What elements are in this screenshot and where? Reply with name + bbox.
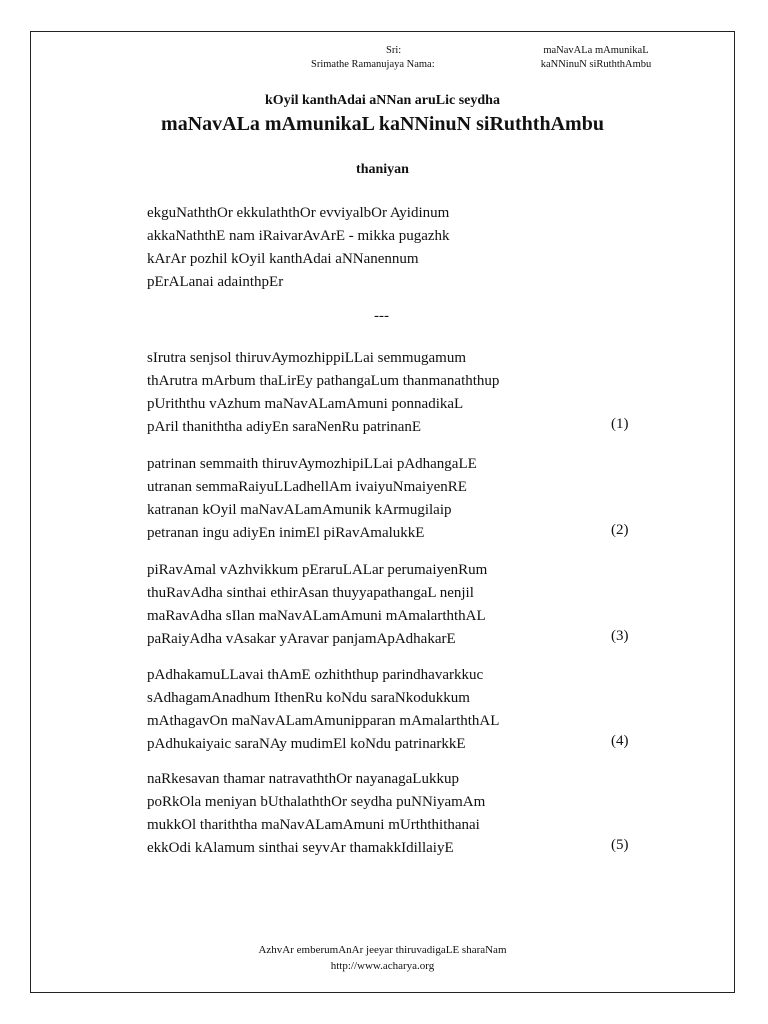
stanza-2: [147, 453, 477, 545]
stanza-number: (3): [611, 628, 629, 644]
verse-line: akkaNaththE nam iRaivarAvArE - mikka pugazhk: [147, 228, 450, 244]
header-sri: Sri:: [386, 45, 402, 56]
verse-line: pAril thaniththa adiyEn saraNenRu patrinanE: [147, 419, 422, 435]
page-title: maNavALa mAmunikaL kaNNinuN siRuththAmbu: [161, 113, 604, 135]
verse-line: pAdhukaiyaic saraNAy mudimEl koNdu patrinarkkE: [147, 736, 466, 752]
verse-line: sAdhagamAnadhum IthenRu koNdu saraNkodukkum: [147, 690, 470, 706]
header-left: [311, 44, 476, 72]
verse-line: naRkesavan thamar natravaththOr nayanagaLukkup: [147, 771, 459, 787]
page-subtitle: kOyil kanthAdai aNNan aruLic seydha: [265, 93, 500, 108]
header-srimathe: Srimathe Ramanujaya Nama:: [311, 59, 435, 70]
verse-line: mukkOl thariththa maNavALamAmuni mUrththithanai: [147, 817, 480, 833]
verse-line: paRaiyAdha vAsakar yAravar panjamApAdhakarE: [147, 631, 456, 647]
verse-line: patrinan semmaith thiruvAymozhipiLLai pAdhangaLE: [147, 456, 477, 472]
stanza-number: (5): [611, 837, 629, 853]
stanza-number: (1): [611, 416, 629, 432]
stanza-5: [147, 768, 485, 860]
verse-line: pUriththu vAzhum maNavALamAmuni ponnadikaL: [147, 396, 464, 412]
header-right-line1: maNavALa mAmunikaL: [543, 45, 649, 56]
verse-line: utranan semmaRaiyuLLadhellAm ivaiyuNmaiyenRE: [147, 479, 467, 495]
thaniyan-verse: [147, 202, 450, 294]
verse-line: thuRavAdha sinthai ethirAsan thuyyapathangaL nenjil: [147, 585, 474, 601]
header-right-line2: kaNNinuN siRuththAmbu: [540, 59, 652, 70]
stanza-1: [147, 347, 499, 439]
verse-line: petranan ingu adiyEn inimEl piRavAmalukkE: [147, 525, 425, 541]
separator: ---: [374, 308, 389, 324]
document-page: [30, 31, 735, 993]
stanza-number: (4): [611, 733, 629, 749]
verse-line: pErALanai adainthpEr: [147, 274, 284, 290]
verse-line: ekguNaththOr ekkulaththOr evviyalbOr Ayidinum: [147, 205, 450, 221]
verse-line: sIrutra senjsol thiruvAymozhippiLLai semmugamum: [147, 350, 466, 366]
thaniyan-heading: thaniyan: [356, 162, 409, 177]
verse-line: ekkOdi kAlamum sinthai seyvAr thamakkIdillaiyE: [147, 840, 454, 856]
verse-line: katranan kOyil maNavALamAmunik kArmugilaip: [147, 502, 452, 518]
verse-line: thArutra mArbum thaLirEy pathangaLum thanmanaththup: [147, 373, 500, 389]
footer-blessing: AzhvAr emberumAnAr jeeyar thiruvadigaLE sharaNam: [258, 944, 507, 956]
stanza-3: [147, 559, 487, 651]
footer-url: http://www.acharya.org: [330, 960, 435, 972]
verse-line: poRkOla meniyan bUthalaththOr seydha puNNiyamAm: [147, 794, 486, 810]
verse-line: piRavAmal vAzhvikkum pEraruLALar perumaiyenRum: [147, 562, 488, 578]
stanza-4: [147, 664, 499, 756]
verse-line: kArAr pozhil kOyil kanthAdai aNNanennum: [147, 251, 419, 267]
verse-line: maRavAdha sIlan maNavALamAmuni mAmalarththAL: [147, 608, 486, 624]
stanza-number: (2): [611, 522, 629, 538]
header-right: [516, 44, 676, 72]
verse-line: mAthagavOn maNavALamAmunipparan mAmalarththAL: [147, 713, 500, 729]
verse-line: pAdhakamuLLavai thAmE ozhiththup parindhavarkkuc: [147, 667, 484, 683]
